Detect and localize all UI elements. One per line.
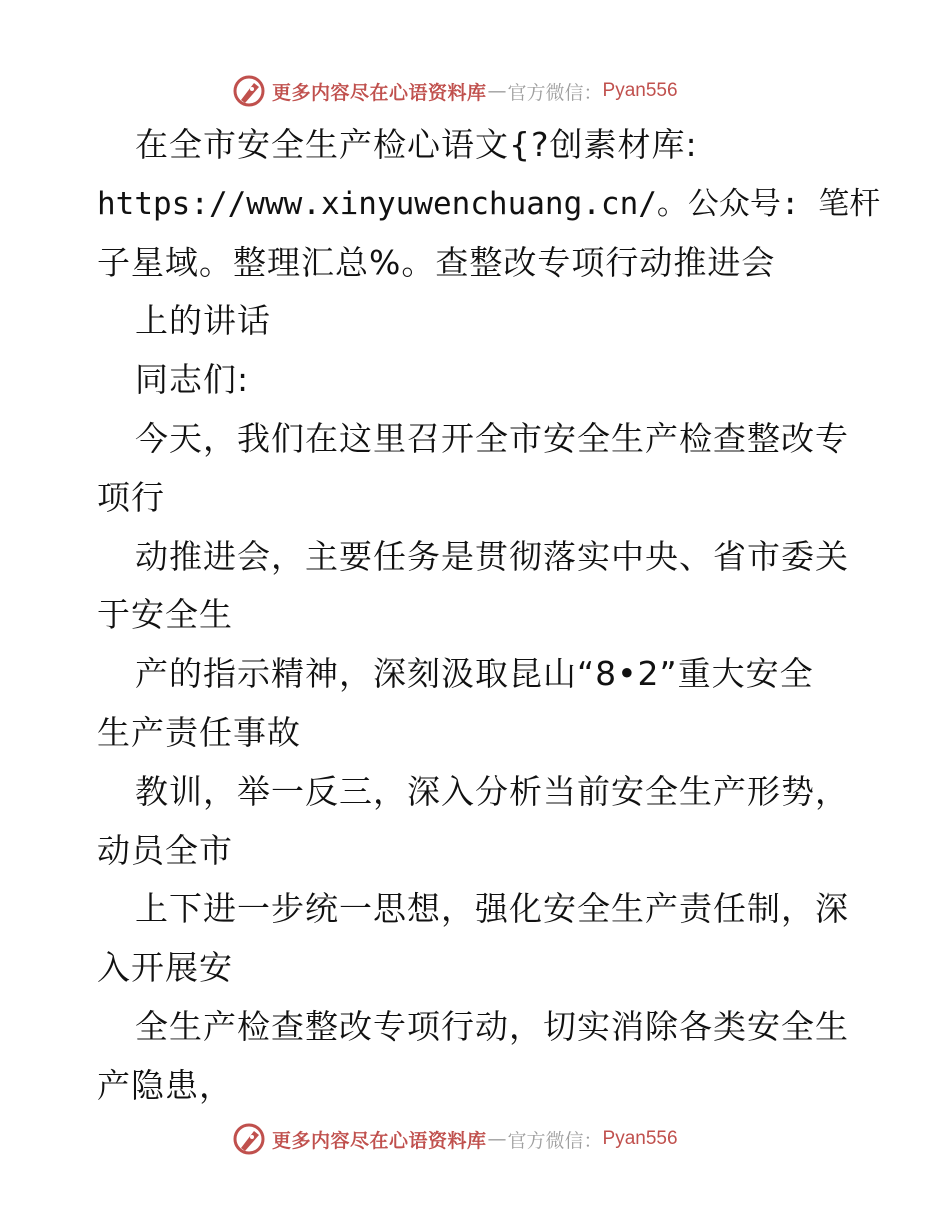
watermark-dash: — — [487, 80, 507, 102]
text-line: https://www.xinyuwenchuang.cn/。公众号: 笔杆 — [97, 185, 881, 222]
text-line: 上的讲话 — [135, 301, 271, 341]
watermark-label: 官方微信： — [507, 81, 603, 104]
watermark-wechat-id: Pyan556 — [602, 1128, 678, 1149]
pen-nib-circle-icon — [232, 1122, 266, 1156]
text-line: 子星域。整理汇总%。查整改专项行动推进会 — [97, 242, 776, 282]
watermark-dash: — — [487, 1128, 507, 1150]
text-line: 动员全市 — [97, 830, 233, 870]
text-line: 产隐患， — [97, 1065, 233, 1105]
text-line: 全生产检查整改专项行动，切实消除各类安全生 — [135, 1006, 849, 1046]
document-body — [97, 116, 881, 1116]
text-line: 入开展安 — [97, 948, 233, 988]
text-line: 产的指示精神，深刻汲取昆山“8•2”重大安全 — [135, 654, 814, 694]
text-line: 动推进会，主要任务是贯彻落实中央、省市委关 — [135, 536, 849, 576]
watermark-wechat-id: Pyan556 — [602, 80, 678, 101]
text-line: 项行 — [97, 477, 165, 517]
watermark-text: 更多内容尽在心语资料库 — [272, 1129, 487, 1152]
text-line: 上下进一步统一思想，强化安全生产责任制，深 — [135, 889, 849, 929]
watermark-label: 官方微信： — [507, 1129, 603, 1152]
text-line: 教训，举一反三，深入分析当前安全生产形势， — [135, 771, 849, 811]
text-line: 于安全生 — [97, 595, 233, 635]
text-line: 生产责任事故 — [97, 712, 301, 752]
watermark-text: 更多内容尽在心语资料库 — [272, 81, 487, 104]
text-line: 在全市安全生产检心语文{?创素材库: — [135, 125, 698, 164]
header-watermark — [232, 71, 678, 111]
text-line: 同志们: — [135, 360, 250, 400]
pen-nib-circle-icon — [232, 74, 266, 108]
text-line: 今天，我们在这里召开全市安全生产检查整改专 — [135, 418, 849, 458]
footer-watermark — [232, 1119, 678, 1159]
